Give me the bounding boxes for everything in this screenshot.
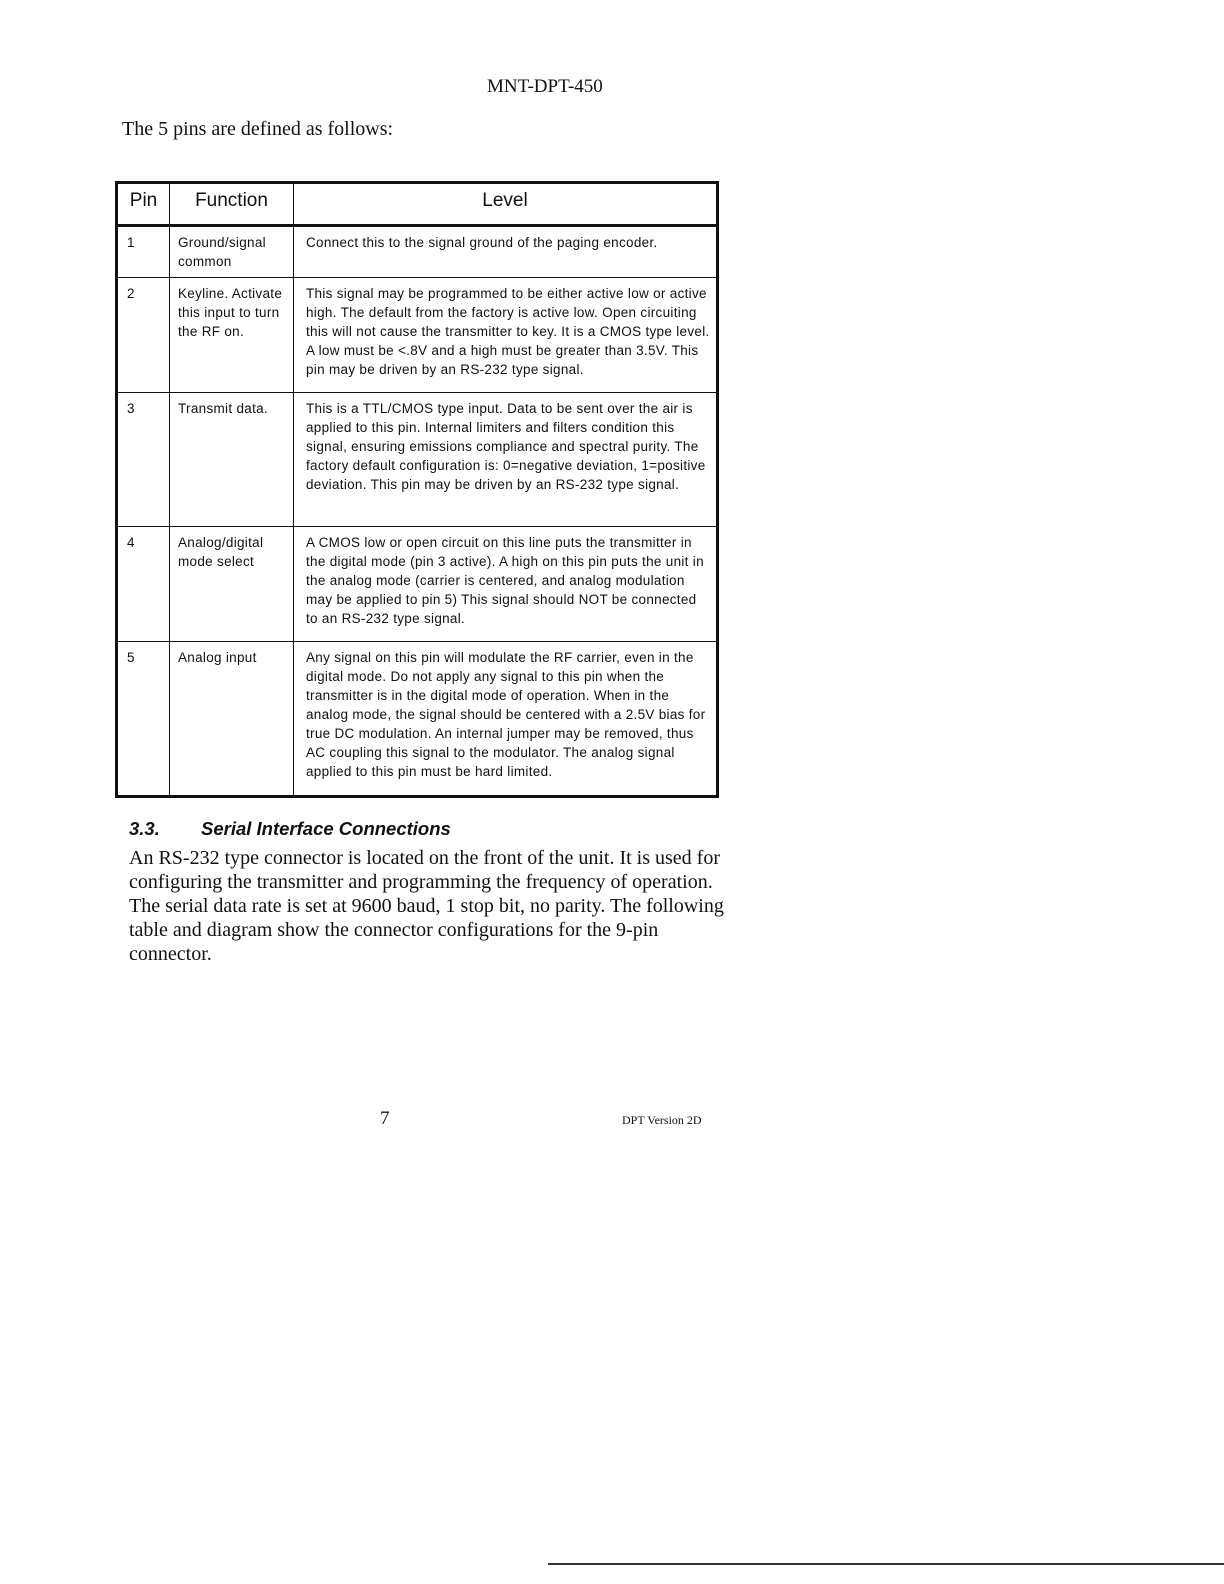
- table-row: [117, 642, 718, 797]
- pin-number: 4: [117, 527, 170, 642]
- pin-level: This is a TTL/CMOS type input. Data to be sent over the air is applied to this pin. Internal limiters and filters condition this signal, ensuring emissions compliance and spectral purity. The factory default configuration is: 0=negative deviation, 1=positive deviation. This pin may be driven by an RS-232 type signal.: [294, 393, 718, 527]
- pin-function: Transmit data.: [170, 393, 294, 527]
- table-header-row: [117, 183, 718, 226]
- intro-text: The 5 pins are defined as follows:: [122, 118, 394, 140]
- section-number: 3.3.: [129, 818, 160, 839]
- section-title: Serial Interface Connections: [201, 818, 451, 839]
- pin-level: Connect this to the signal ground of the paging encoder.: [294, 226, 718, 278]
- header-function: Function: [170, 183, 294, 226]
- bottom-rule: [548, 1563, 1224, 1565]
- pin-number: 1: [117, 226, 170, 278]
- pin-function: Keyline. Activate this input to turn the RF on.: [170, 278, 294, 393]
- pin-level: A CMOS low or open circuit on this line puts the transmitter in the digital mode (pin 3 active). A high on this pin puts the unit in the analog mode (carrier is centered, and analog modulation may be applied to pin 5) This signal should NOT be connected to an RS-232 type signal.: [294, 527, 718, 642]
- section-body-text: An RS-232 type connector is located on the front of the unit. It is used for configuring the transmitter and programming the frequency of operation. The serial data rate is set at 9600 baud, 1 stop bit, no parity. The following table and diagram show the connector configurations for the 9-pin connector.: [129, 847, 724, 965]
- header-level: Level: [294, 183, 718, 226]
- pin-number: 5: [117, 642, 170, 797]
- document-id: MNT-DPT-450: [487, 76, 603, 97]
- section-heading: [129, 818, 451, 840]
- header-pin: Pin: [117, 183, 170, 226]
- table-row: [117, 393, 718, 527]
- pin-number: 3: [117, 393, 170, 527]
- table-row: [117, 226, 718, 278]
- version-label: DPT Version 2D: [622, 1113, 702, 1127]
- pin-level: This signal may be programmed to be either active low or active high. The default from the factory is active low. Open circuiting this will not cause the transmitter to key. It is a CMOS type level. A low must be <.8V and a high must be greater than 3.5V. This pin may be driven by an RS-232 type signal.: [294, 278, 718, 393]
- pin-number: 2: [117, 278, 170, 393]
- pin-function: Analog/digital mode select: [170, 527, 294, 642]
- pin-level: Any signal on this pin will modulate the RF carrier, even in the digital mode. Do not apply any signal to this pin when the transmitter is in the digital mode of operation. When in the analog mode, the signal should be centered with a 2.5V bias for true DC modulation. An internal jumper may be removed, thus AC coupling this signal to the modulator. The analog signal applied to this pin must be hard limited.: [294, 642, 718, 797]
- table-row: [117, 278, 718, 393]
- pin-definition-table: [115, 181, 719, 798]
- page-number: 7: [380, 1108, 390, 1129]
- pin-function: Analog input: [170, 642, 294, 797]
- table-row: [117, 527, 718, 642]
- pin-function: Ground/signal common: [170, 226, 294, 278]
